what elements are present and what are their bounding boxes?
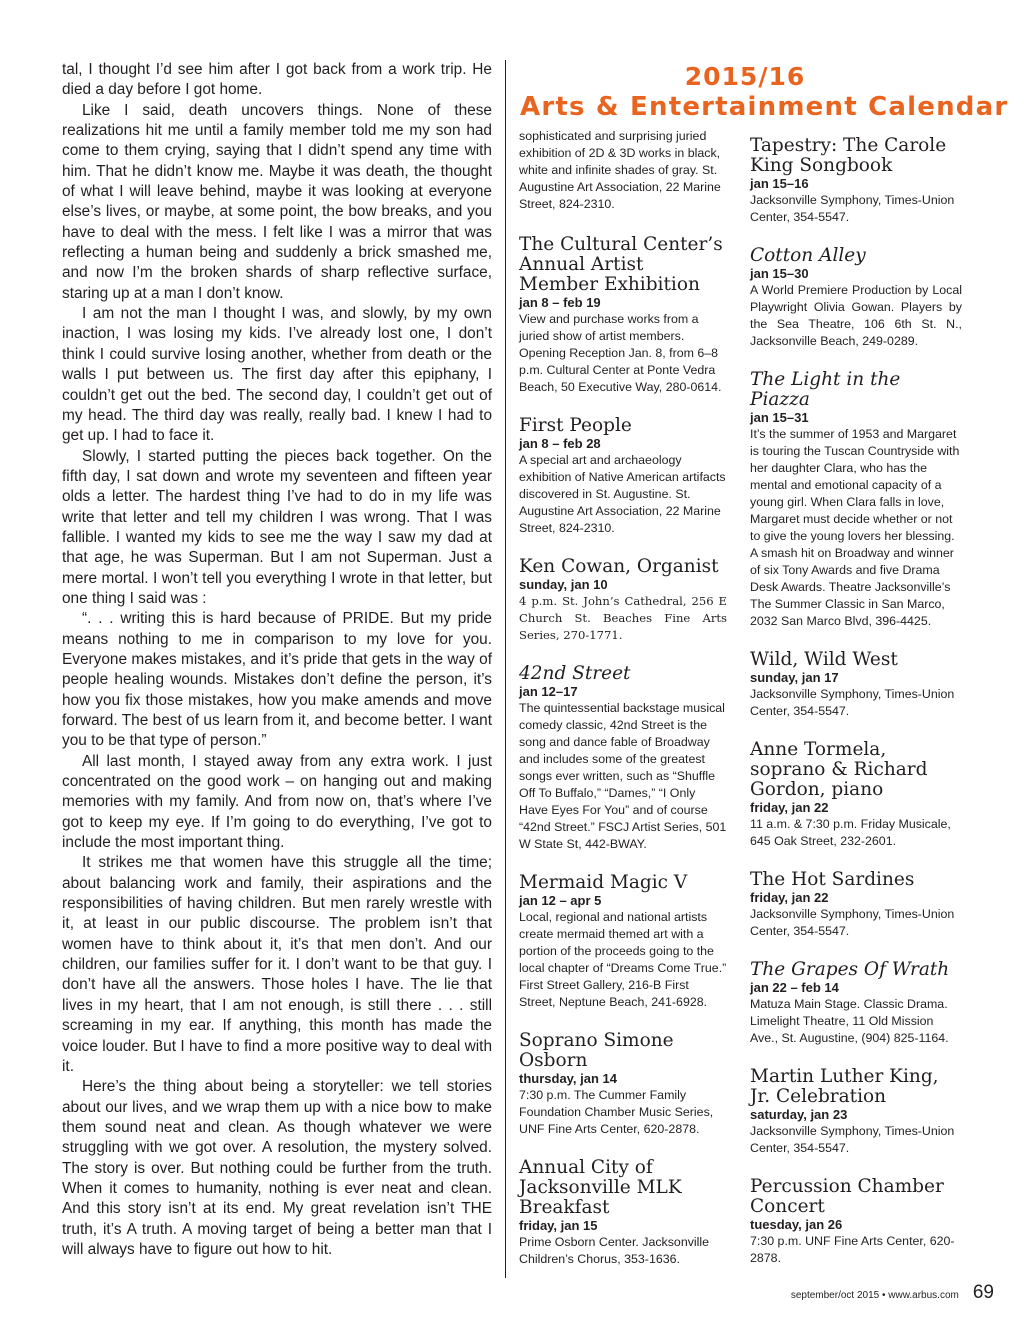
page-number: 69 [972, 1282, 994, 1303]
event-title: Ken Cowan, Organist [519, 556, 719, 577]
event-date: jan 15–16 [750, 176, 809, 191]
event-date: sunday, jan 10 [519, 577, 608, 592]
event-date: jan 15–31 [750, 410, 809, 425]
event-date: friday, jan 15 [519, 1218, 598, 1233]
event-date: friday, jan 22 [750, 800, 829, 815]
calendar-event [750, 136, 962, 226]
event-title: The Light in the Piazza [750, 369, 901, 410]
event-date: tuesday, jan 26 [750, 1217, 843, 1232]
calendar-event [519, 664, 727, 853]
event-title: Annual City of Jacksonville MLK Breakfast [519, 1157, 682, 1218]
event-date: friday, jan 22 [750, 890, 829, 905]
calendar-column-left [519, 128, 727, 1288]
event-title: Mermaid Magic V [519, 872, 688, 893]
event-description: 11 a.m. & 7:30 p.m. Friday Musicale, 645 Oak Street, 232-2601. [750, 817, 951, 848]
event-date: sunday, jan 17 [750, 670, 839, 685]
page-footer [791, 1282, 994, 1304]
event-date: jan 12 – apr 5 [519, 893, 602, 908]
event-description: Jacksonville Symphony, Times-Union Center, 354-5547. [750, 1124, 955, 1155]
event-title: Martin Luther King, Jr. Celebration [750, 1066, 939, 1107]
event-description: 4 p.m. St. John’s Cathedral, 256 E Church St. Beaches Fine Arts Series, 270-1771. [519, 594, 727, 642]
event-title: Soprano Simone Osborn [519, 1030, 674, 1071]
event-title: Tapestry: The Carole King Songbook [750, 135, 947, 176]
event-title: Percussion Chamber Concert [750, 1176, 944, 1217]
event-description: The quintessential backstage musical comedy classic, 42nd Street is the song and dance fable of Broadway and includes some of the greatest songs ever written, such as “Shuffle Off To Buffalo,” “Dames,” “I Only Have Eyes For You” and of course “42nd Street.” FSCJ Artist Series, 501 W State St, 442-BWAY. [519, 701, 727, 851]
calendar-event [519, 1031, 727, 1138]
footer-text: september/oct 2015 • www.arbus.com [790, 1290, 959, 1301]
event-title: The Hot Sardines [750, 869, 915, 890]
event-date: saturday, jan 23 [750, 1107, 848, 1122]
article-paragraph: Like I said, death uncovers things. None of these realizations hit me until a family member told me my son had come to them crying, saying that I didn’t spend any time with him. That he didn’t know me. Maybe it was death, the thought of what I will leave behind, maybe it was looking at everyone else’s lives, or maybe, at some point, the bow breaks, and you have to deal with the mess. I felt like I was a mirror that was reflecting a human being and suddenly a brick smashed me, and now I’m the broken shards of sharp reflective surface, staring up at a man I don’t know. [62, 101, 492, 302]
event-description: It’s the summer of 1953 and Margaret is touring the Tuscan Countryside with her daughter Clara, who has the mental and emotional capacity of a young girl. When Clara falls in love, Margaret must decide whether or not to give the young lovers her blessing. A smash hit on Broadway and winner of six Tony Awards and five Drama Desk Awards. Theatre Jacksonville’s The Summer Classic in San Marco, 2032 San Marco Blvd, 396-4425. [750, 427, 960, 628]
calendar-event [750, 370, 962, 630]
event-date: jan 15–30 [750, 266, 809, 281]
event-description: Jacksonville Symphony, Times-Union Center, 354-5547. [750, 193, 955, 224]
calendar-event [750, 740, 962, 850]
event-title: The Cultural Center’s Annual Artist Member Exhibition [519, 234, 723, 295]
calendar-title: Arts & Entertainment Calendar [520, 92, 1009, 122]
event-description: Jacksonville Symphony, Times-Union Center, 354-5547. [750, 907, 955, 938]
event-title: Cotton Alley [750, 245, 866, 266]
calendar-event [519, 128, 727, 213]
event-description: Prime Osborn Center. Jacksonville Children’s Chorus, 353-1636. [519, 1235, 710, 1266]
calendar-year: 2015/16 [684, 62, 806, 91]
event-title: Wild, Wild West [750, 649, 898, 670]
article-paragraph: All last month, I stayed away from any extra work. I just concentrated on the good work – on hanging out and making memories with my family. And from now on, that’s where I’ve got to keep my eye. If I’m going to do everything, I’ve got to include the most important thing. [62, 752, 492, 852]
calendar-event [750, 1067, 962, 1157]
article-paragraph: tal, I thought I’d see him after I got back from a work trip. He died a day before I got home. [62, 61, 492, 99]
event-description: A World Premiere Production by Local Playwright Olivia Gowan. Players by the Sea Theatre, 106 6th St. N., Jacksonville Beach, 249-0289. [750, 283, 962, 348]
calendar-event [750, 650, 962, 720]
column-divider [505, 60, 506, 1278]
event-title: Anne Tormela, soprano & Richard Gordon, piano [750, 739, 928, 800]
event-description: 7:30 p.m. UNF Fine Arts Center, 620-2878. [750, 1234, 955, 1265]
article-quote: “. . . writing this is hard because of PRIDE. But my pride means nothing to me in comparison to my love for you. Everyone makes mistakes, and it’s pride that gets in the way of people healing wounds. Mistakes don’t define the person, it’s how you fix those mistakes, how you make amends and move forward. The best of us learn from it, and become better. I want you to be that type of person.” [62, 610, 492, 750]
event-description: Local, regional and national artists create mermaid themed art with a portion of the proceeds going to the local chapter of “Dreams Come True.” First Street Gallery, 216-B First Street, Neptune Beach, 241-6928. [519, 910, 727, 1009]
event-description: Jacksonville Symphony, Times-Union Center, 354-5547. [750, 687, 955, 718]
calendar-event [519, 873, 727, 1011]
event-title: 42nd Street [519, 663, 631, 684]
article-paragraph: It strikes me that women have this struggle all the time; about balancing work and family, their aspirations and the responsibilities of having children. But men rarely wrestle with it, at least in our public discourse. The problem isn’t that women have to think about it, it’s that men don’t. And our children, our families suffer for it. I don’t want to be that guy. I don’t have all the answers. Those holes I have. The lie that lives in my heart, that I am not enough, is still there . . . still screaming in my ear. If anything, this month has made the voice louder. But I have to find a more positive way to deal with it. [62, 854, 492, 1075]
calendar-event [519, 557, 727, 644]
calendar-event [519, 1158, 727, 1268]
calendar-header [520, 62, 1009, 122]
calendar-event [519, 235, 727, 396]
event-date: jan 22 – feb 14 [750, 980, 839, 995]
event-description: Matuza Main Stage. Classic Drama. Limelight Theatre, 11 Old Mission Ave., St. Augustine, (904) 825-1164. [750, 997, 949, 1045]
event-description: View and purchase works from a juried show of artist members. Opening Reception Jan. 8, from 6–8 p.m. Cultural Center at Ponte Vedra Beach, 50 Executive Way, 280-0614. [519, 312, 722, 394]
calendar-event [750, 246, 962, 350]
calendar-event [750, 1177, 962, 1267]
calendar-event [750, 870, 962, 940]
event-date: jan 8 – feb 28 [519, 436, 601, 451]
article-paragraph: I am not the man I thought I was, and slowly, by my own inaction, I was losing my kids. I’ve already lost one, I don’t think I could survive losing another, whether from death or the walls I put between us. The first day after this epiphany, I couldn’t get out the bed. The second day, I couldn’t get out of my head. The third day was really, really bad. I knew I had to get up. I had to face it. [62, 305, 492, 445]
event-title: First People [519, 415, 632, 436]
article-paragraph: Slowly, I started putting the pieces back together. On the fifth day, I sat down and wrote my seventeen and fifteen year olds a letter. The hardest thing I’ve had to do in my life was write that letter and tell my children I was wrong. That I was fallible. I wanted my kids to see me the way I saw my dad at that age, he was Superman. But I am not Superman. Just a mere mortal. I won’t tell you everything I wrote in that letter, but one thing I said was : [62, 447, 492, 607]
event-title: The Grapes Of Wrath [750, 959, 950, 980]
event-date: thursday, jan 14 [519, 1071, 618, 1086]
calendar-event [519, 416, 727, 537]
event-description: sophisticated and surprising juried exhibition of 2D & 3D works in black, white and infinite shades of gray. St. Augustine Art Association, 22 Marine Street, 824-2310. [519, 129, 721, 211]
event-description: A special art and archaeology exhibition of Native American artifacts discovered in St. Augustine. St. Augustine Art Association, 22 Marine Street, 824-2310. [519, 453, 726, 535]
calendar-column-right [750, 128, 962, 1287]
event-date: jan 8 – feb 19 [519, 295, 601, 310]
event-date: jan 12–17 [519, 684, 578, 699]
event-description: 7:30 p.m. The Cummer Family Foundation Chamber Music Series, UNF Fine Arts Center, 620-2878. [519, 1088, 714, 1136]
calendar-event [750, 960, 962, 1047]
article-column [62, 60, 492, 1260]
article-paragraph: Here’s the thing about being a storyteller: we tell stories about our lives, and we wrap them up with a nice bow to make them sound neat and clean. As though whatever we were struggling with we got over. A resolution, the mystery solved. The story is over. But nothing could be further from the truth. When it comes to humanity, nothing is ever neat and clean. And this story isn’t at its end. My great revelation isn’t THE truth, it’s A truth. A moving target of being a better man that I will always have to figure out how to hit. [62, 1078, 492, 1258]
